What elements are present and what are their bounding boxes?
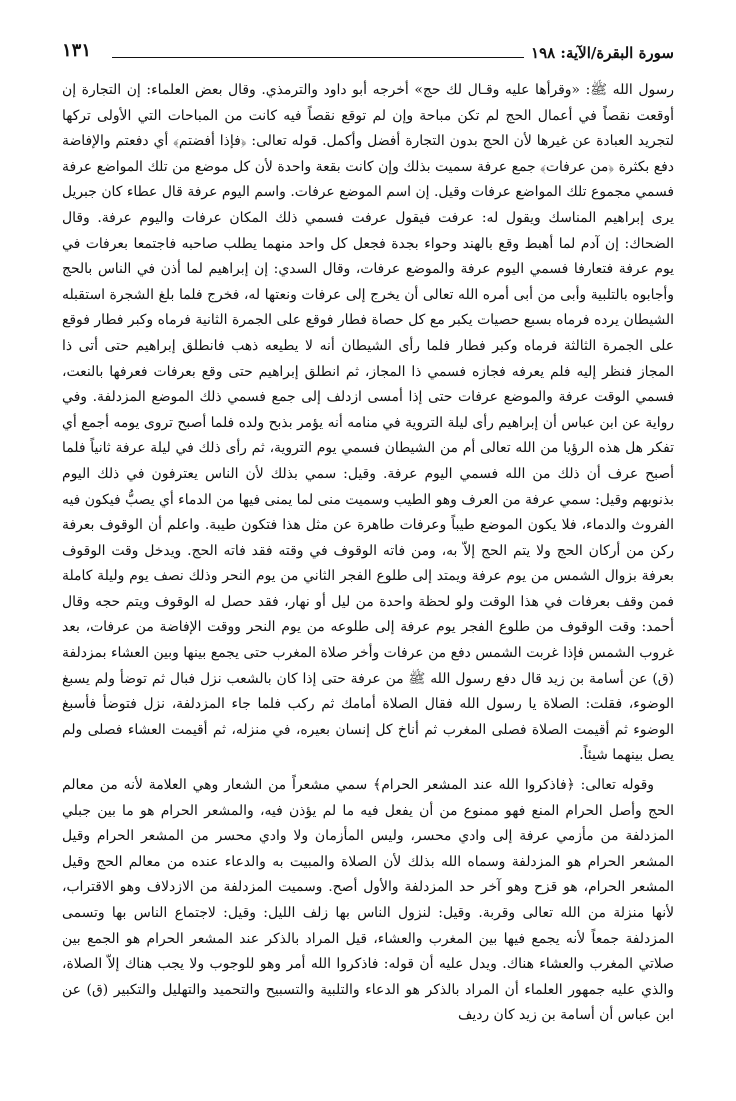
running-header-title: سورة البقرة/الآية: ١٩٨ [531,44,674,62]
page-number: ١٣١ [62,40,92,61]
page-body [62,78,674,1029]
paragraph-1: رسول الله ﷺ: «وقرأها عليه وقـال لك حج» أخرجه أبو داود والترمذي. وقال بعض العلماء: إن التجارة إن أوقعت نقصاً في أعمال الحج لم تكن مباحة وإن لم توقع نقصاً فيه كانت من المباحات التي الأولى تركها لتجريد العبادة عن غيرها لأن الحج بدون التجارة أفضل وأكمل. قوله تعالى: ﴿فإذا أفضتم﴾ أي دفعتم والإفاضة دفع بكثرة ﴿من عرفات﴾ جمع عرفة سميت بذلك وإن كانت بقعة واحدة لأن كل موضع من تلك المواضع عرفة فسمي مجموع تلك المواضع عرفات وقيل. إن اسم الموضع عرفات. واسم اليوم عرفة قال عطاء كان جبريل يرى إبراهيم المناسك ويقول له: عرفت فيقول عرفت فسمي ذلك المكان عرفات واليوم عرفة. وقال الضحاك: إن آدم لما أهبط وقع بالهند وحواء بجدة فجعل كل واحد منهما يطلب صاحبه فاجتمعا بعرفات في يوم عرفة فتعارفا فسمي اليوم عرفة والموضع عرفات، وقال السدي: إن إبراهيم لما أذن في الناس بالحج وأجابوه بالتلبية وأبى من أبى أمره الله تعالى أن يخرج إلى عرفات ونعتها له، فخرج فلما بلغ الشجرة استقبله الشيطان يرده فرماه بسبع حصيات يكبر مع كل حصاة فطار فوقع على الجمرة الثانية فرماه وكبر فطار فوقع على الجمرة الثالثة فرماه وكبر فطار فلما رأى الشيطان أنه لا يطيعه ذهب فانطلق إبراهيم حتى أتى ذا المجاز فنظر إليه فلم يعرفه فجازه فسمي ذا المجاز، ثم انطلق إبراهيم حتى وقع بعرفات فعرفها بالنعت، فسمي الوقت عرفة والموضع عرفات حتى إذا أمسى ازدلف إلى جمع فسمي ذلك الموضع المزدلفة. وفي رواية عن ابن عباس أن إبراهيم رأى ليلة التروية في منامه أنه يؤمر بذبح ولده فلما أصبح تروى يومه أجمع أي تفكر هل هذه الرؤيا من الله تعالى أم من الشيطان فسمي يوم التروية، ثم رأى ذلك في ليلة عرفة ثانياً فلما أصبح عرف أن ذلك من الله فسمي اليوم عرفة. وقيل: سمي بذلك لأن الناس يعترفون في ذلك اليوم بذنوبهم وقيل: سمي عرفة من العرف وهو الطيب وسميت منى لما يمنى فيها من الدماء أي يصبُّ فيكون فيه الفروث والدماء، فلا يكون الموضع طيباً وعرفات طاهرة عن مثل هذا فتكون طيبة. واعلم أن الوقوف بعرفة ركن من أركان الحج ولا يتم الحج إلاّ به، ومن فاته الوقوف في وقته فقد فاته الحج. ويدخل وقت الوقوف بعرفة بزوال الشمس من يوم عرفة ويمتد إلى طلوع الفجر الثاني من يوم النحر وذلك نصف يوم وليلة كاملة فمن وقف بعرفات في هذا الوقت ولو لحظة واحدة من ليل أو نهار، فقد حصل له الوقوف ويتم حجه وقال أحمد: وقت الوقوف من طلوع الفجر يوم عرفة إلى طلوعه من يوم النحر ووقت الإفاضة من عرفات، بعد غروب الشمس فإذا غربت الشمس دفع من عرفات وأخر صلاة المغرب حتى يجمع بينها وبين العشاء بمزدلفة (ق) عن أسامة بن زيد قال دفع رسول الله ﷺ من عرفة حتى إذا كان بالشعب نزل فبال ثم توضأ ولم يسبغ الوضوء، فقلت: الصلاة يا رسول الله فقال الصلاة أمامك ثم ركب فلما جاء المزدلفة، نزل فتوضأ فأسبغ الوضوء ثم أقيمت الصلاة فصلى المغرب ثم أناخ كل إنسان بعيره، في منزله، ثم أقيمت العشاء فصلى ولم يصل بينهما شيئاً. [62,82,674,764]
header-divider [112,57,524,58]
page-header [62,40,674,74]
paragraph-2: وقوله تعالى: ﴿فاذكروا الله عند المشعر الحرام﴾ سمي مشعراً من الشعار وهي العلامة لأنه من معالم الحج وأصل الحرام المنع فهو ممنوع من أن يفعل فيه ما لم يؤذن فيه، والمشعر الحرام هو ما بين جبلي المزدلفة من مأزمي عرفة إلى وادي محسر، وليس المأزمان ولا وادي محسر من المشعر الحرام وقيل المشعر الحرام هو المزدلفة وسماه الله بذلك لأن الصلاة والمبيت به والدعاء عنده من معالم الحج وقيل المشعر الحرام، هو قزح وهو آخر حد المزدلفة والأول أصح. وسميت المزدلفة من الازدلاف وهو الاقتراب، لأنها منزلة من الله تعالى وقربة. وقيل: لنزول الناس بها زلف الليل: وقيل: لاجتماع الناس بها وتسمى المزدلفة جمعاً لأنه يجمع فيها بين المغرب والعشاء، قيل المراد بالذكر عند المشعر الحرام هو الجمع بين صلاتي المغرب والعشاء هناك. ويدل عليه أن قوله: فاذكروا الله أمر وهو للوجوب ولا يجب هناك إلاّ الصلاة، والذي عليه جمهور العلماء أن المراد بالذكر هو الدعاء والتلبية والتسبيح والتحميد والتهليل والتكبير (ق) عن ابن عباس أن أسامة بن زيد كان رديف [62,777,674,1024]
book-page [62,40,674,1080]
